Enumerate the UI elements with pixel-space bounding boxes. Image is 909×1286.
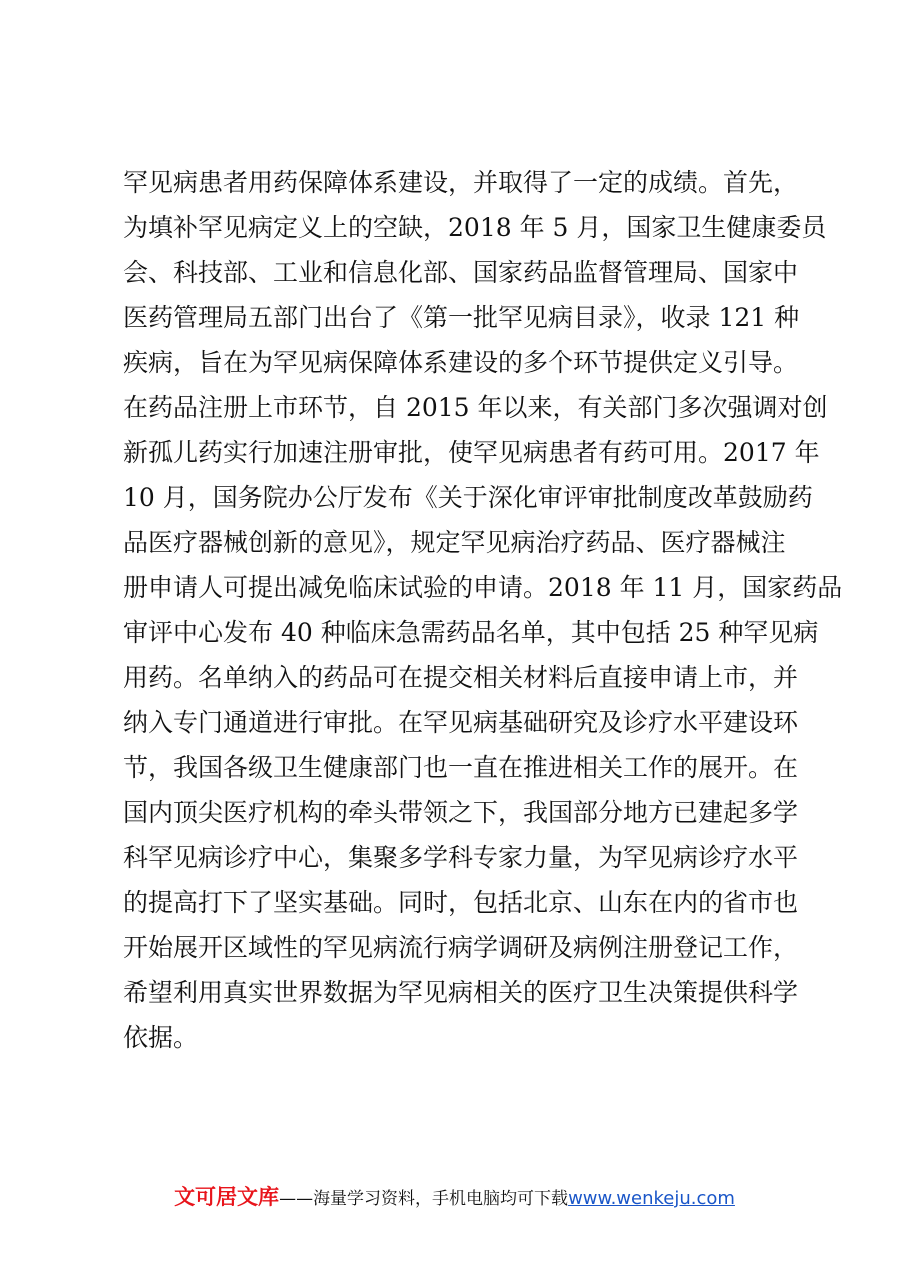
text-line: 用药。名单纳入的药品可在提交相关材料后直接申请上市，并: [123, 663, 799, 692]
text-line: 册申请人可提出减免临床试验的申请。2018 年 11 月，国家药品: [123, 573, 843, 602]
text-line: 在药品注册上市环节，自 2015 年以来，有关部门多次强调对创: [123, 393, 828, 422]
text-line: 节，我国各级卫生健康部门也一直在推进相关工作的展开。在: [123, 753, 799, 782]
text-line: 疾病，旨在为罕见病保障体系建设的多个环节提供定义引导。: [123, 348, 799, 377]
text-line: 新孤儿药实行加速注册审批，使罕见病患者有药可用。2017 年: [123, 438, 820, 467]
text-line: 希望利用真实世界数据为罕见病相关的医疗卫生决策提供科学: [123, 978, 799, 1007]
text-line: 罕见病患者用药保障体系建设，并取得了一定的成绩。首先，: [123, 168, 799, 197]
text-line: 医药管理局五部门出台了《第一批罕见病目录》，收录 121 种: [123, 303, 800, 332]
text-line: 为填补罕见病定义上的空缺，2018 年 5 月，国家卫生健康委员: [123, 213, 827, 242]
text-line: 国内顶尖医疗机构的牵头带领之下，我国部分地方已建起多学: [123, 798, 799, 827]
text-line: 依据。: [123, 1023, 199, 1052]
footer-brand: 文可居文库: [174, 1185, 280, 1209]
footer-tagline: ——海量学习资料，手机电脑均可下载: [279, 1189, 569, 1209]
text-line: 审评中心发布 40 种临床急需药品名单，其中包括 25 种罕见病: [123, 618, 819, 647]
text-line: 的提高打下了坚实基础。同时，包括北京、山东在内的省市也: [123, 888, 799, 917]
footer-website-link[interactable]: www.wenkeju.com: [568, 1188, 735, 1209]
text-line: 纳入专门通道进行审批。在罕见病基础研究及诊疗水平建设环: [123, 708, 799, 737]
text-line: 品医疗器械创新的意见》，规定罕见病治疗药品、医疗器械注: [123, 528, 786, 557]
body-paragraph: [123, 160, 843, 1060]
text-line: 10 月，国务院办公厅发布《关于深化审评审批制度改革鼓励药: [123, 483, 813, 512]
text-line: 科罕见病诊疗中心，集聚多学科专家力量，为罕见病诊疗水平: [123, 843, 799, 872]
text-line: 会、科技部、工业和信息化部、国家药品监督管理局、国家中: [123, 258, 799, 287]
text-line: 开始展开区域性的罕见病流行病学调研及病例注册登记工作，: [123, 933, 799, 962]
page-footer: [0, 1182, 909, 1214]
